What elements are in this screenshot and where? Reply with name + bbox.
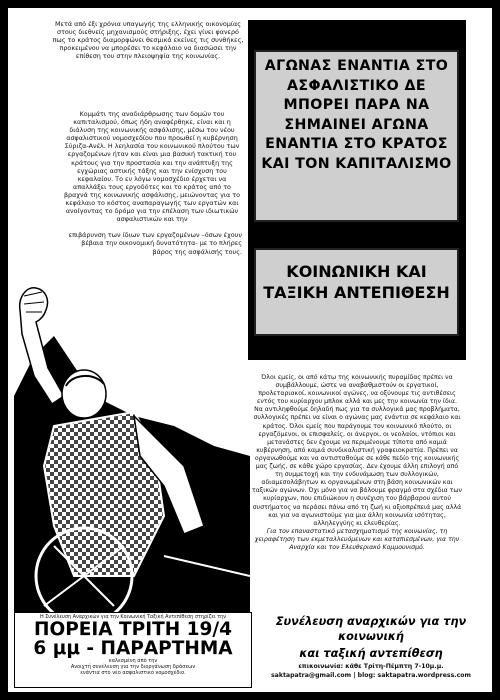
- main-body-text: [252, 374, 462, 552]
- protester-illustration: [14, 276, 250, 612]
- march-called-by: καλεσμένη από την: [108, 658, 158, 664]
- march-date: ΠΟΡΕΙΑ ΤΡΙΤΗ 19/4: [33, 619, 233, 640]
- protester-figure-svg: [14, 276, 250, 612]
- meeting-times: [256, 663, 486, 670]
- headline-text: ΑΓΩΝΑΣ ΕΝΑΝΤΙΑ ΣΤΟ ΑΣΦΑΛΙΣΤΙΚΟ ΔΕ ΜΠΟΡΕΙ ΠΑΡΑ ΝΑ ΣΗΜΑΙΝΕΙ ΑΓΩΝΑ ΕΝΑΝΤΙΑ ΣΤΟ ΚΡΑΤΟΣ ΚΑΙ ΤΟΝ ΚΑΠΙΤΑΛΙΣΜΟ: [261, 58, 452, 172]
- contact-info-text: saktapatra@gmail.com | blog: saktapatra.wordpress.com: [271, 672, 471, 679]
- headline-box: [254, 50, 459, 222]
- signature-title-2: και ταξική αντεπίθεση: [299, 647, 443, 660]
- march-purpose: ενάντια στο νέο ασφαλιστικό νομοσχέδιο.: [80, 670, 186, 676]
- march-intro: Η Συνέλευση Αναρχικών για την Κοινωνική Ταξική Αντεπίθεση στηρίζει την: [39, 614, 227, 620]
- signature-box: [256, 612, 486, 688]
- main-paragraph-3: [252, 528, 462, 552]
- left-paragraph-2: επιβάρυνση των ίδιων των εργαζομένων –όσων έχουν βέβαια την οικονομική δυνατότητα- με το πλήρες βάρος της ασφάλισής τους.: [68, 231, 242, 256]
- march-organizer: Ανοιχτή συνέλευση για την διοργάνωση δράσεων: [70, 664, 196, 670]
- left-paragraph-1: Κομμάτι της αναδιάρθρωσης των δομών του καπιταλισμού, όπως ήδη αναφέρθηκε, είναι και η διάλυση της κοινωνικής ασφάλισης, μέσω του νέου ασφαλιστικού νομοσχεδίου που προωθεί η κυβέρνηση Σύριζα-Ανέλ. Η λεηλασία του κοινωνικού πλούτου των εργαζομένων ήταν και είναι μια βασική τακτική του κράτους για την προστασία και την ανάπτυξη της εγχώριας αστικής τάξης και την ενίσχυση του κεφαλαίου. Το εν λόγω νομοσχέδιο έρχεται να απαλλάξει τους εργοδότες και το κράτος από το βραχνά της κοινωνικής ασφάλισης, μειώνοντας για το κεφάλαιο το κόστος αναπαραγωγής των εργατών και ανοίγοντας το δρόμο για την επέλαση των ιδιωτικών ασφαλιστικών και την: [63, 110, 241, 224]
- main-paragraph-1: Όλοι εμείς, οι από κάτω της κοινωνικής πυραμίδας πρέπει να συμβάλλουμε, ώστε να αναβαθμιστούν οι εργατικοί, προλεταριακοί, κοινωνικοί αγώνες, να οξύνουμε τις αντιθέσεις εντός του κυρίαρχου μπλοκ αλλά και μες την κοινωνία την ίδια.: [257, 374, 457, 406]
- main-paragraph-2: Να αντιληφθούμε δηλαδή πως για τα συλλογικά μας προβλήματα, συλλογικές πρέπει να είναι ο αγώνας μας ενάντια σε κεφάλαιο και κράτος. Όλοι εμείς που παράγουμε τον κοινωνικό πλούτο, οι εργαζόμενοι, οι επισφαλείς, οι άνεργοι, οι νεολαίοι, ντόπιοι και μετανάστες δεν έχουμε να περιμένουμε τίποτα από καμιά κυβέρνηση, από καμιά συνδικαλιστική γραφειοκρατία. Πρέπει να οργανωθούμε και να αντισταθούμε σε κάθε πεδίο της κοινωνικής μας ζωής, σε κάθε χώρο εργασίας. Δεν έχουμε άλλη επιλογή από τη συμμετοχή και την ενδυνάμωση των συλλογικών, αδιαμεσολάβητων κι οργανωμένων στη βάση κοινωνικών και ταξικών αγώνων. Όχι μόνο για να βάλουμε φραγμό στα σχέδια των κυρίαρχων, που επιδιώκουν η συνέχιση του βάρβαρου αυτού συστήματος να περάσει πάνω από τη ζωή κι αξιοπρέπειά μας αλλά και για να αγωνιστούμε για μια άλλη κοινωνία ισότητας, αλληλεγγύης κι ελευθερίας.: [252, 406, 463, 527]
- intro-text: [50, 20, 246, 67]
- main-paragraph-3-text: Για τον επαναστατικό μετασχηματισμό της κοινωνίας, τη χειραφέτηση των εκμεταλλευόμενων και καταπιεσμένων, για την Αναρχία και τον Ελευθεριακό Κομμουνισμό.: [254, 527, 460, 551]
- march-announcement-box: [14, 612, 252, 688]
- march-time-place: 6 μμ - ΠΑΡΑΡΤΗΜΑ: [33, 638, 233, 659]
- subhead-box: [254, 248, 459, 336]
- meeting-times-text: επικοινωνία: κάθε Τρίτη-Πέμπτη 7-10μ.μ.: [298, 663, 444, 670]
- contact-info: [256, 672, 486, 679]
- intro-paragraph: Μετά από έξι χρόνια υπαγωγής της ελληνικής οικονομίας στους διεθνείς μηχανισμούς στήριξης, έχει γίνει φανερό πως το κράτος διαμορφώνει θεσμικά εκείνες τις συνθήκες, προκειμένου να μπορέσει το κεφάλαιο να διασώσει την επίθεση του στην πλειοψηφία της κοινωνίας.: [52, 20, 244, 61]
- subhead-text: ΚΟΙΝΩΝΙΚΗ ΚΑΙ ΤΑΞΙΚΗ ΑΝΤΕΠΙΘΕΣΗ: [263, 262, 450, 302]
- signature-title-1: Συνέλευση αναρχικών για την κοινωνική: [275, 615, 467, 643]
- left-body-text: [62, 110, 242, 264]
